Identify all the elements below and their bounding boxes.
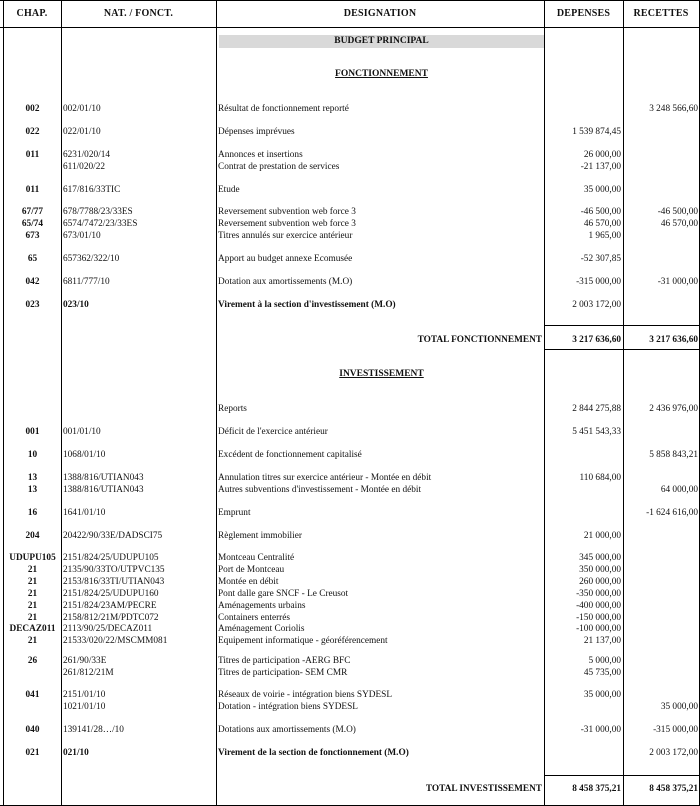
row-nat-fonct: 023/10 xyxy=(63,300,89,310)
row-designation: Déficit de l'exercice antérieur xyxy=(218,427,328,437)
row-depenses: -31 000,00 xyxy=(580,725,621,735)
row-chap: 67/77 xyxy=(21,207,44,217)
row-nat-fonct: 678/7788/23/33ES xyxy=(63,207,133,217)
header-recettes: RECETTES xyxy=(633,8,689,19)
row-nat-fonct: 20422/90/33E/DADSCI75 xyxy=(63,531,163,541)
row-chap: 023 xyxy=(25,300,40,310)
row-nat-fonct: 673/01/10 xyxy=(63,231,101,241)
row-nat-fonct: 6811/777/10 xyxy=(63,277,110,287)
row-depenses: 46 570,00 xyxy=(583,219,621,229)
row-designation: Montée en débit xyxy=(218,577,279,587)
header-depenses: DEPENSES xyxy=(556,8,611,19)
row-chap: 16 xyxy=(27,508,38,518)
row-designation: Reports xyxy=(218,404,247,414)
section-investissement: INVESTISSEMENT xyxy=(339,369,424,379)
row-nat-fonct: 6231/020/14 xyxy=(63,150,111,160)
row-depenses: -315 000,00 xyxy=(576,277,621,287)
row-designation: Dotation - intégration biens SYDESL xyxy=(218,702,358,712)
row-designation: Etude xyxy=(218,185,240,195)
header-designation: DESIGNATION xyxy=(343,8,417,19)
row-chap: 041 xyxy=(25,690,40,700)
row-depenses: 45 735,00 xyxy=(583,668,621,678)
row-designation: Aménagement Coriolis xyxy=(218,624,305,634)
budget-title: BUDGET PRINCIPAL xyxy=(334,36,429,46)
row-designation: Virement de la section de fonctionnement (M.O) xyxy=(218,748,409,758)
row-nat-fonct: 1068/01/10 xyxy=(63,450,106,460)
row-recettes: 35 000,00 xyxy=(660,702,698,712)
row-nat-fonct: 022/01/10 xyxy=(63,127,101,137)
total-fonctionnement-depenses: 3 217 636,60 xyxy=(572,335,621,345)
row-designation: Dotations aux amortissements (M.O) xyxy=(218,725,356,735)
row-depenses: 21 137,00 xyxy=(583,636,621,646)
row-recettes: -315 000,00 xyxy=(653,725,698,735)
row-designation: Aménagements urbains xyxy=(218,601,306,611)
row-depenses: -52 307,85 xyxy=(580,254,621,264)
row-designation: Port de Montceau xyxy=(218,565,285,575)
row-nat-fonct: 2151/824/25/UDUPU160 xyxy=(63,589,159,599)
row-recettes: 2 003 172,00 xyxy=(649,748,698,758)
row-depenses: -21 137,00 xyxy=(580,162,621,172)
row-depenses: 35 000,00 xyxy=(583,690,621,700)
row-nat-fonct: 6574/7472/23/33ES xyxy=(63,219,138,229)
row-depenses: 5 451 543,33 xyxy=(572,427,621,437)
row-recettes: -46 500,00 xyxy=(657,207,698,217)
row-nat-fonct: 2158/812/21M/PDTC072 xyxy=(63,613,159,623)
row-depenses: 5 000,00 xyxy=(588,656,621,666)
row-nat-fonct: 1388/816/UTIAN043 xyxy=(63,485,144,495)
row-chap: 21 xyxy=(27,577,38,587)
row-depenses: 1 539 874,45 xyxy=(572,127,621,137)
row-designation: Apport au budget annexe Ecomusée xyxy=(218,254,353,264)
row-designation: Autres subventions d'investissement - Montée en débit xyxy=(218,485,422,495)
row-designation: Excédent de fonctionnement capitalisé xyxy=(218,450,362,460)
row-nat-fonct: 611/020/22 xyxy=(63,162,106,172)
row-chap: 13 xyxy=(27,485,38,495)
row-depenses: -150 000,00 xyxy=(576,613,621,623)
row-depenses: -46 500,00 xyxy=(580,207,621,217)
row-chap: 673 xyxy=(25,231,40,241)
row-nat-fonct: 21533/020/22/MSCMM081 xyxy=(63,636,168,646)
row-chap: 65 xyxy=(27,254,38,264)
row-designation: Résultat de fonctionnement reporté xyxy=(218,104,349,114)
row-designation: Reversement subvention web force 3 xyxy=(218,219,356,229)
row-nat-fonct: 2151/01/10 xyxy=(63,690,106,700)
total-investissement-label: TOTAL INVESTISSEMENT xyxy=(425,784,542,794)
row-depenses: 21 000,00 xyxy=(583,531,621,541)
row-chap: 65/74 xyxy=(21,219,44,229)
header-chap: CHAP. xyxy=(16,8,48,19)
row-recettes: 64 000,00 xyxy=(660,485,698,495)
row-recettes: 5 858 843,21 xyxy=(649,450,698,460)
row-chap: 040 xyxy=(25,725,40,735)
row-chap: DECAZ011 xyxy=(9,624,56,634)
row-chap: UDUPU105 xyxy=(9,553,56,563)
row-nat-fonct: 1641/01/10 xyxy=(63,508,106,518)
row-recettes: 46 570,00 xyxy=(660,219,698,229)
row-chap: 011 xyxy=(25,150,40,160)
row-nat-fonct: 002/01/10 xyxy=(63,104,101,114)
row-nat-fonct: 001/01/10 xyxy=(63,427,101,437)
row-depenses: -400 000,00 xyxy=(576,601,621,611)
row-chap: 10 xyxy=(27,450,38,460)
row-depenses: 110 684,00 xyxy=(579,473,621,483)
row-depenses: 1 965,00 xyxy=(588,231,621,241)
row-recettes: 3 248 566,60 xyxy=(649,104,698,114)
row-designation: Emprunt xyxy=(218,508,251,518)
row-designation: Virement à la section d'investissement (M.O) xyxy=(218,300,396,310)
row-chap: 21 xyxy=(27,601,38,611)
row-depenses: -100 000,00 xyxy=(576,624,621,634)
row-depenses: 260 000,00 xyxy=(579,577,621,587)
row-nat-fonct: 2151/824/23AM/PECRE xyxy=(63,601,157,611)
row-chap: 011 xyxy=(25,185,40,195)
row-chap: 21 xyxy=(27,565,38,575)
row-chap: 022 xyxy=(25,127,40,137)
section-fonctionnement: FONCTIONNEMENT xyxy=(335,69,428,79)
row-chap: 26 xyxy=(27,656,38,666)
row-nat-fonct: 617/816/33TIC xyxy=(63,185,121,195)
row-designation: Titres de participation- SEM CMR xyxy=(218,668,348,678)
row-chap: 21 xyxy=(27,589,38,599)
total-investissement-recettes: 8 458 375,21 xyxy=(649,784,698,794)
row-recettes: -31 000,00 xyxy=(657,277,698,287)
row-chap: 042 xyxy=(25,277,40,287)
row-designation: Annonces et insertions xyxy=(218,150,303,160)
row-recettes: 2 436 976,00 xyxy=(649,404,698,414)
row-designation: Titres annulés sur exercice antérieur xyxy=(218,231,353,241)
total-fonctionnement-label: TOTAL FONCTIONNEMENT xyxy=(417,335,542,345)
row-chap: 204 xyxy=(25,531,40,541)
row-nat-fonct: 2135/90/33TO/UTPVC135 xyxy=(63,565,165,575)
row-depenses: -350 000,00 xyxy=(576,589,621,599)
row-recettes: -1 624 616,00 xyxy=(646,508,698,518)
row-nat-fonct: 657362/322/10 xyxy=(63,254,120,264)
total-investissement-depenses: 8 458 375,21 xyxy=(572,784,621,794)
row-depenses: 35 000,00 xyxy=(583,185,621,195)
row-depenses: 350 000,00 xyxy=(579,565,621,575)
row-depenses: 26 000,00 xyxy=(583,150,621,160)
row-designation: Dépenses imprévues xyxy=(218,127,295,137)
row-designation: Pont dalle gare SNCF - Le Creusot xyxy=(218,589,349,599)
row-nat-fonct: 2153/816/33TI/UTIAN043 xyxy=(63,577,165,587)
row-depenses: 345 000,00 xyxy=(579,553,621,563)
row-chap: 13 xyxy=(27,473,38,483)
row-designation: Dotation aux amortissements (M.O) xyxy=(218,277,353,287)
row-nat-fonct: 1388/816/UTIAN043 xyxy=(63,473,144,483)
row-chap: 021 xyxy=(25,748,40,758)
row-chap: 001 xyxy=(25,427,40,437)
row-designation: Containers enterrés xyxy=(218,613,291,623)
row-nat-fonct: 139141/28…/10 xyxy=(63,725,124,735)
row-designation: Contrat de prestation de services xyxy=(218,162,340,172)
row-designation: Montceau Centralité xyxy=(218,553,295,563)
row-nat-fonct: 2113/90/25/DECAZ011 xyxy=(63,624,153,634)
row-depenses: 2 003 172,00 xyxy=(572,300,621,310)
row-nat-fonct: 261/812/21M xyxy=(63,668,114,678)
row-designation: Equipement informatique - géoréférencement xyxy=(218,636,388,646)
row-nat-fonct: 1021/01/10 xyxy=(63,702,106,712)
total-fonctionnement-recettes: 3 217 636,60 xyxy=(649,335,698,345)
row-designation: Titres de participation -AERG BFC xyxy=(218,656,351,666)
header-nat-fonct: NAT. / FONCT. xyxy=(103,8,174,19)
row-designation: Reversement subvention web force 3 xyxy=(218,207,356,217)
row-designation: Réseaux de voirie - intégration biens SYDESL xyxy=(218,690,393,700)
row-nat-fonct: 2151/824/25/UDUPU105 xyxy=(63,553,159,563)
row-chap: 21 xyxy=(27,636,38,646)
row-nat-fonct: 021/10 xyxy=(63,748,89,758)
row-chap: 002 xyxy=(25,104,40,114)
row-depenses: 2 844 275,88 xyxy=(572,404,621,414)
row-chap: 21 xyxy=(27,613,38,623)
row-designation: Annulation titres sur exercice antérieur - Montée en débit xyxy=(218,473,432,483)
row-designation: Règlement immobilier xyxy=(218,531,302,541)
row-nat-fonct: 261/90/33E xyxy=(63,656,107,666)
